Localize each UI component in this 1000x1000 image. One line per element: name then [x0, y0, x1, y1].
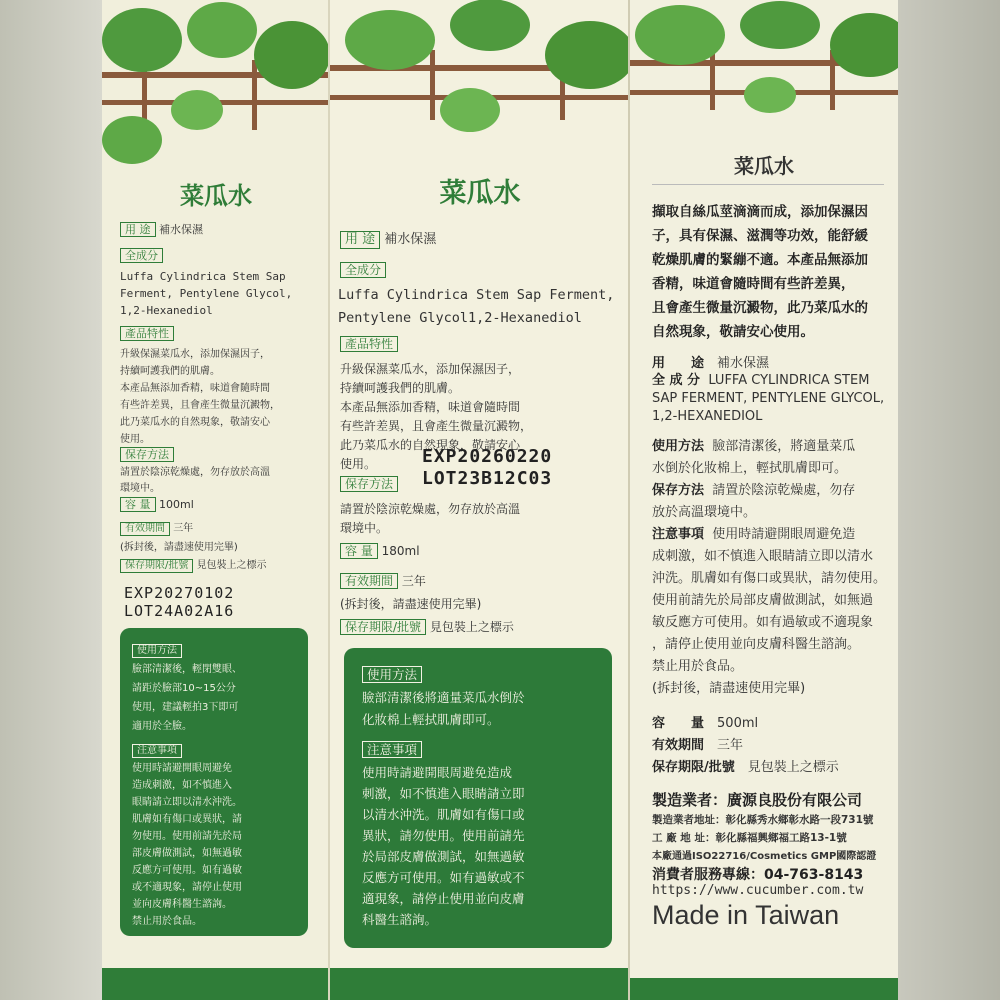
vine-illustration-icon — [102, 0, 330, 170]
features-tag: 產品特性 — [340, 336, 398, 352]
bottom-stripe — [102, 968, 330, 1000]
expiry-label: 有效期間 — [652, 738, 705, 753]
vine-illustration-icon — [330, 0, 630, 160]
expiry-tag: 有效期間 — [120, 522, 170, 536]
ingredients-text-3: 1,2-HEXANEDIOL — [652, 409, 763, 424]
ingredients-tag: 全成分 — [340, 262, 386, 278]
website-url: https://www.cucumber.com.tw — [652, 883, 864, 898]
left-box-panel — [102, 0, 330, 1000]
vine-illustration-icon — [630, 0, 898, 130]
expiry-note: (拆封後，請盡速使用完畢) — [120, 542, 238, 553]
ingredients-text: Luffa Cylindrica Stem Sap Ferment, Pentylene Glycol1,2-Hexanediol — [338, 287, 615, 326]
maker-name: 製造業者：廣源良股份有限公司 — [652, 791, 863, 809]
bottom-stripe — [330, 968, 630, 1000]
caution-tag: 注意事項 — [362, 741, 422, 758]
storage-tag: 保存方法 — [340, 476, 398, 492]
batch-tag: 保存期限/批號 — [340, 619, 426, 635]
caution-text-4: 使用前請先於局部皮膚做測試，如無過 — [652, 593, 874, 608]
howto-text-2: 水倒於化妝棉上，輕拭肌膚即可。 — [652, 461, 848, 476]
product-title: 菜瓜水 — [734, 154, 794, 178]
ingredients-text-1: LUFFA CYLINDRICA STEM — [708, 373, 870, 388]
right-box-panel — [628, 0, 898, 1000]
expiry-text: 三年 — [401, 574, 426, 588]
usage-tag: 用 途 — [120, 222, 156, 237]
ingredients-text-2: SAP FERMENT, PENTYLENE GLYCOL, — [652, 391, 885, 406]
maker-address: 製造業者地址：彰化縣秀水鄉彰水路一段731號 — [652, 814, 874, 826]
caution-text-2: 成刺激，如不慎進入眼睛請立即以清水 — [652, 549, 874, 564]
features-text: 升級保濕菜瓜水，添加保濕因子， 持續呵護我們的肌膚。 本產品無添加香精，味道會隨時間 有些許差異，且會產生微量沉澱物， 此乃菜瓜水的自然現象，敬請安心 使用。 — [120, 349, 280, 445]
volume-text: 500ml — [717, 716, 759, 731]
batch-tag: 保存期限/批號 — [120, 559, 193, 573]
left-background-edge — [0, 0, 102, 1000]
caution-text: 使用時請避開眼周避免造成 刺激，如不慎進入眼睛請立即 以清水沖洗。肌膚如有傷口或 異狀，請勿使用。使用前請先 於局部皮膚做測試，如無過敏 反應方可使用。如有過敏或不 適現象，請停止使用並向皮膚 科醫生諮詢。 — [362, 765, 525, 927]
caution-text-1: 使用時請避開眼周避免造 — [712, 527, 856, 542]
batch-text: 見包裝上之標示 — [196, 560, 267, 571]
consumer-hotline: 消費者服務專線：04-763-8143 — [652, 867, 864, 883]
divider — [652, 184, 884, 185]
features-text: 升級保濕菜瓜水，添加保濕因子， 持續呵護我們的肌膚。 本產品無添加香精，味道會隨時間 有些許差異，且會產生微量沉澱物， 此乃菜瓜水的自然現象，敬請安心 使用。 — [340, 362, 533, 471]
batch-text: 見包裝上之標示 — [429, 620, 514, 634]
caution-text-7: 禁止用於食品。 — [652, 659, 744, 674]
features-tag: 產品特性 — [120, 326, 174, 341]
expiry-text: 三年 — [173, 523, 194, 534]
usage-caution-box — [344, 648, 612, 948]
certification-text: 本廠通過ISO22716/Cosmetics GMP國際認證 — [652, 851, 877, 862]
expiry-note: (拆封後，請盡速使用完畢) — [340, 597, 482, 611]
factory-address: 工 廠 地 址：彰化縣福興鄉福工路13-1號 — [652, 832, 847, 844]
storage-text: 請置於陰涼乾燥處，勿存放於高溫 環境中。 — [120, 467, 270, 494]
usage-tag: 用 途 — [340, 231, 380, 249]
usage-caution-box — [120, 628, 308, 936]
volume-tag: 容 量 — [120, 497, 156, 512]
volume-text: 100ml — [159, 498, 194, 511]
caution-text-3: 沖洗。肌膚如有傷口或異狀，請勿使用。 — [652, 571, 887, 586]
caution-text-8: (拆封後，請盡速使用完畢) — [652, 681, 806, 696]
storage-label: 保存方法 — [652, 483, 705, 498]
caution-text: 使用時請避開眼周避免 造成刺激，如不慎進入 眼睛請立即以清水沖洗。 肌膚如有傷口或異狀，請 勿使用。使用前請先於局 部皮膚做測試，如無過敏 反應方可使用。如有過敏 或不適現象，請停止使用 並向皮膚科醫生諮詢。 禁止用於食品。 — [132, 763, 242, 927]
right-background-edge — [898, 0, 1000, 1000]
storage-tag: 保存方法 — [120, 447, 174, 462]
volume-text: 180ml — [381, 544, 420, 558]
usage-text: 補水保濕 — [717, 356, 770, 371]
exp-lot-print: EXP20260220 LOT23B12C03 — [422, 446, 553, 489]
storage-text-1: 請置於陰涼乾燥處，勿存 — [712, 483, 856, 498]
howto-text: 臉部清潔後，輕閉雙眼、 請距於臉部10~15公分 使用，建議輕拍3下即可 適用於全臉。 — [132, 664, 242, 732]
product-title: 菜瓜水 — [439, 178, 521, 209]
howto-text: 臉部清潔後將適量菜瓜水倒於 化妝棉上輕拭肌膚即可。 — [362, 690, 525, 727]
ingredients-tag: 全成分 — [120, 248, 163, 263]
caution-label: 注意事項 — [652, 527, 705, 542]
exp-lot-print: EXP20270102 LOT24A02A16 — [124, 584, 235, 620]
howto-text-1: 臉部清潔後，將適量菜瓜 — [712, 439, 856, 454]
product-title: 菜瓜水 — [180, 181, 252, 210]
intro-text: 擷取自絲瓜莖滴滴而成，添加保濕因 子，具有保濕、滋潤等功效，能舒緩 乾燥肌膚的緊繃不適。本產品無添加 香精，味道會隨時間有些許差異， 且會產生微量沉澱物，此乃菜瓜水的 自然現象，敬請安心使用。 — [652, 204, 868, 340]
caution-text-6: ，請停止使用並向皮膚科醫生諮詢。 — [652, 637, 861, 652]
volume-label: 容 量 — [652, 716, 705, 731]
usage-text: 補水保濕 — [159, 223, 203, 236]
made-in-label: Made in Taiwan — [652, 900, 840, 930]
caution-text-5: 敏反應方可使用。如有過敏或不適現象 — [652, 615, 874, 630]
bottom-stripe — [630, 978, 898, 1000]
middle-box-panel — [328, 0, 630, 1000]
howto-tag: 使用方法 — [132, 644, 182, 658]
expiry-tag: 有效期間 — [340, 573, 398, 589]
howto-label: 使用方法 — [652, 439, 705, 454]
usage-text: 補水保濕 — [384, 232, 437, 247]
batch-label: 保存期限/批號 — [652, 760, 735, 775]
ingredients-label: 全 成 分 — [652, 373, 701, 388]
expiry-text: 三年 — [717, 738, 744, 753]
volume-tag: 容 量 — [340, 543, 378, 559]
ingredients-text: Luffa Cylindrica Stem Sap Ferment, Pentylene Glycol, 1,2-Hexanediol — [120, 270, 293, 317]
howto-tag: 使用方法 — [362, 666, 422, 683]
usage-label: 用 途 — [652, 356, 705, 371]
batch-text: 見包裝上之標示 — [747, 760, 839, 775]
storage-text: 請置於陰涼乾燥處，勿存放於高溫 環境中。 — [340, 502, 521, 535]
storage-text-2: 放於高溫環境中。 — [652, 505, 757, 520]
caution-tag: 注意事項 — [132, 744, 182, 758]
